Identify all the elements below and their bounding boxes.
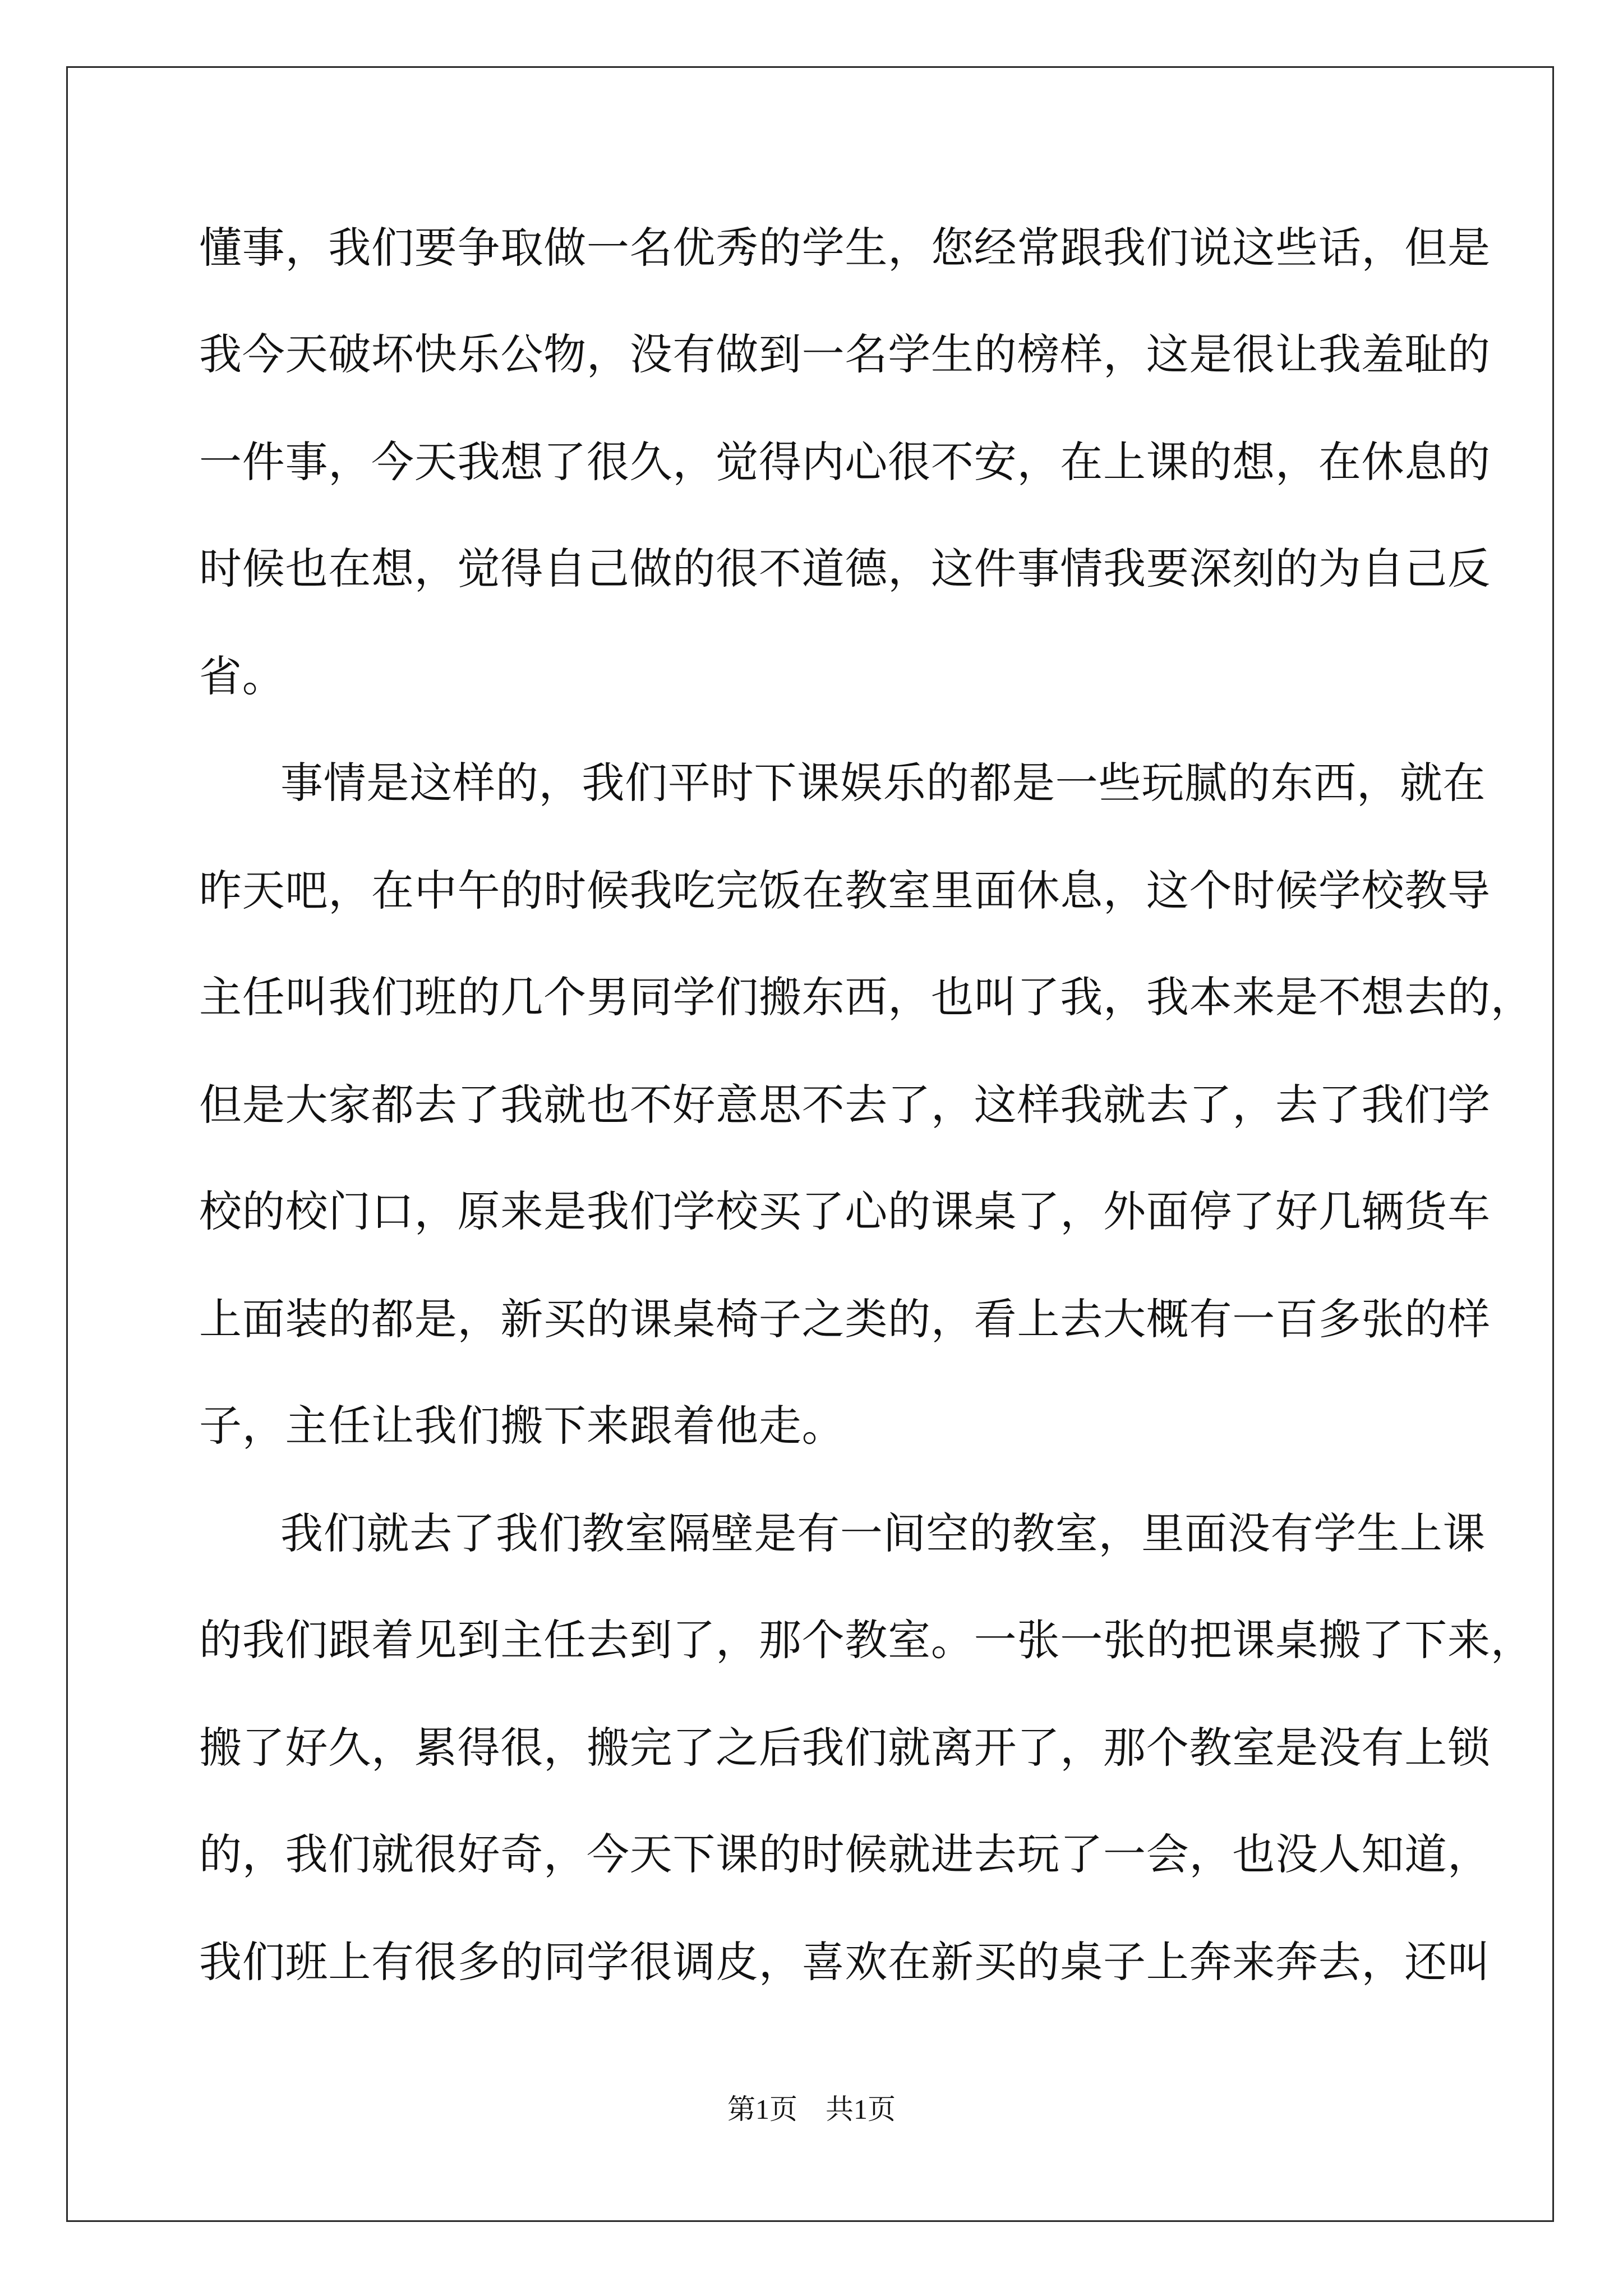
text-line-1: 懂事，我们要争取做一名优秀的学生，您经常跟我们说这些话，但是 bbox=[199, 223, 1491, 273]
text-line-12: 子，主任让我们搬下来跟着他走。 bbox=[199, 1401, 845, 1451]
text-line-8: 主任叫我们班的几个男同学们搬东西，也叫了我，我本来是不想去的， bbox=[199, 972, 1534, 1022]
text-line-16: 的，我们就很好奇，今天下课的时候就进去玩了一会，也没人知道， bbox=[199, 1829, 1491, 1879]
text-line-9: 但是大家都去了我就也不好意思不去了，这样我就去了，去了我们学 bbox=[199, 1080, 1491, 1130]
text-line-3: 一件事，今天我想了很久，觉得内心很不安，在上课的想，在休息的 bbox=[199, 437, 1491, 487]
page-border bbox=[66, 66, 1554, 2222]
text-line-17: 我们班上有很多的同学很调皮，喜欢在新买的桌子上奔来奔去，还叫 bbox=[199, 1937, 1491, 1987]
text-line-5: 省。 bbox=[199, 651, 285, 701]
text-line-14: 的我们跟着见到主任去到了，那个教室。一张一张的把课桌搬了下来， bbox=[199, 1615, 1534, 1665]
text-line-13: 我们就去了我们教室隔壁是有一间空的教室，里面没有学生上课 bbox=[280, 1508, 1486, 1558]
text-line-6: 事情是这样的，我们平时下课娱乐的都是一些玩腻的东西，就在 bbox=[280, 758, 1486, 808]
text-line-7: 昨天吧，在中午的时候我吃完饭在教室里面休息，这个时候学校教导 bbox=[199, 866, 1491, 915]
text-line-15: 搬了好久，累得很，搬完了之后我们就离开了，那个教室是没有上锁 bbox=[199, 1723, 1491, 1773]
text-line-4: 时候也在想，觉得自己做的很不道德，这件事情我要深刻的为自己反 bbox=[199, 544, 1491, 593]
text-line-2: 我今天破坏快乐公物，没有做到一名学生的榜样，这是很让我羞耻的 bbox=[199, 329, 1491, 379]
text-line-11: 上面装的都是，新买的课桌椅子之类的，看上去大概有一百多张的样 bbox=[199, 1294, 1491, 1344]
page-number-footer: 第1页 共1页 bbox=[727, 2093, 896, 2125]
text-line-10: 校的校门口，原来是我们学校买了心的课桌了，外面停了好几辆货车 bbox=[199, 1186, 1491, 1236]
